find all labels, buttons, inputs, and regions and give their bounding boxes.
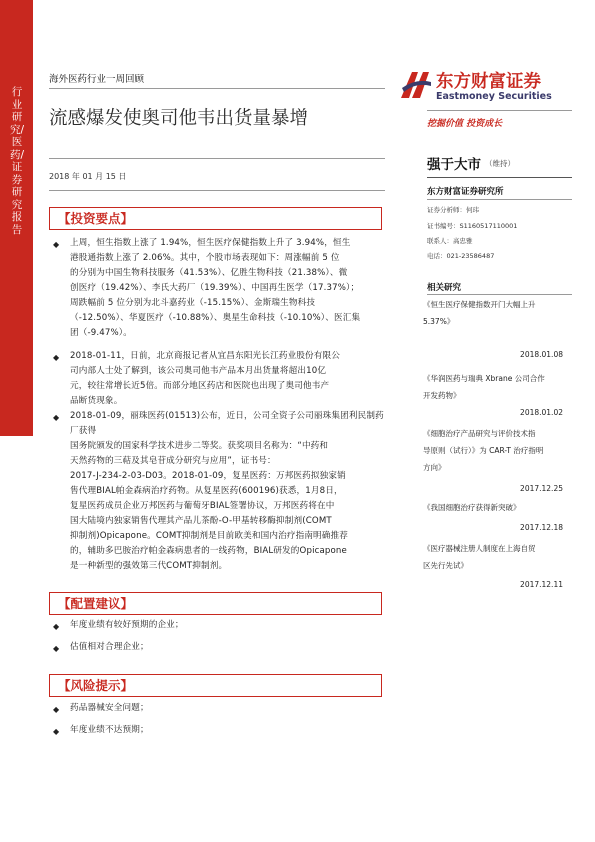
section-invest-title: 【投资要点】 <box>49 207 382 230</box>
analyst-name: 证券分析师：何玮 <box>427 206 479 214</box>
date-rule <box>49 190 385 191</box>
related-research-title: 相关研究 <box>427 283 462 293</box>
brand-name-en: Eastmoney Securities <box>436 91 552 102</box>
rating-label: 强于大市 <box>427 157 481 173</box>
institute-rule <box>427 199 572 200</box>
related-item[interactable]: 《医疗器械注册人制度在上海自贸 区先行先试》 <box>423 544 536 571</box>
section-config-title: 【配置建议】 <box>49 592 382 615</box>
config-item: 估值相对合理企业； <box>70 642 149 652</box>
brand-rule <box>427 110 572 111</box>
contact-phone: 电话：021-23586487 <box>427 252 495 260</box>
related-item[interactable]: 《华润医药与瑞典 Xbrane 公司合作 开发药物》 <box>423 374 545 401</box>
risk-item: 年度业绩不达预期； <box>70 725 149 735</box>
related-item[interactable]: 《恒生医疗保健指数开门大幅上升 5.37%》 <box>423 300 536 327</box>
invest-paragraph: 2018-01-09，丽珠医药(01513)公布，近日，公司全资子公司丽珠集团利民制药厂获得 国务院颁发的国家科学技术进步二等奖。获奖项目名称为：“中药和 天然药物的三萜及其皂苷成分研究与应用”，证书号： 2017-J-234-2-03-D03。2018-01-09，复星医药：万邦医药拟独家销 售代理BIAL帕金森病治疗药物。从复星医药(600196)获悉，1月8日， 复星医药成员企业万邦医药与葡萄牙BIAL签署协议，万邦医药将在中 国大陆境内独家销售代理其产品儿茶酚-O-甲基转移酶抑制剂(COMT 抑制剂)Opicapone。COMT抑制剂是目前欧美和国内治疗指南明确推荐 的，辅助多巴胺治疗帕金森病患者的一线药物，BIAL研发的Opicapone 是一种新型的强效第三代COMT抑制剂。 <box>70 411 384 571</box>
diamond-bullet-icon: ◆ <box>53 705 60 714</box>
related-item-date: 2018.01.08 <box>520 350 563 359</box>
diamond-bullet-icon: ◆ <box>53 353 60 362</box>
page-title: 流感爆发使奥司他韦出货量暴增 <box>49 108 309 129</box>
header-rule <box>49 88 385 89</box>
section-risk-title: 【风险提示】 <box>49 674 382 697</box>
invest-paragraph: 上周，恒生指数上涨了 1.94%，恒生医疗保健指数上升了 3.94%，恒生 港股通指数上涨了 2.06%。其中，个股市场表现如下：周涨幅前 5 位 的分别为中国生物科技服务（41.53%）、亿胜生物科技（21.38%）、微 创医疗（19.42%）、李氏大药厂（19.39%）、中国再生医学（17.37%）； 周跌幅前 5 位分别为北斗嘉药业（-15.15%）、金斯瑞生物科技 （-12.50%）、华夏医疗（-10.88%）、奥星生命科技（-10.10%）、医汇集 团（-9.47%）。 <box>70 238 361 338</box>
contact-name: 联系人：高忠雅 <box>427 237 473 245</box>
config-item: 年度业绩有较好预期的企业； <box>70 620 184 630</box>
rating-sub: （维持） <box>485 159 515 168</box>
diamond-bullet-icon: ◆ <box>53 727 60 736</box>
related-item-date: 2017.12.11 <box>520 580 563 589</box>
risk-item: 药品器械安全问题； <box>70 703 149 713</box>
diamond-bullet-icon: ◆ <box>53 240 60 249</box>
analyst-cert: 证书编号：S1160517110001 <box>427 222 518 230</box>
related-item[interactable]: 《细胞治疗产品研究与评价技术指 导原则（试行）》为 CAR-T 治疗指明 方向》 <box>423 429 544 473</box>
brand-name-cn: 东方财富证券 <box>436 72 541 92</box>
report-date: 2018 年 01 月 15 日 <box>49 172 127 181</box>
related-item-date: 2017.12.25 <box>520 484 563 493</box>
sidebar-category-text: 行业研究/医药/证券研究报告 <box>9 86 25 236</box>
related-item[interactable]: 《我国细胞治疗获得新突破》 <box>423 503 521 512</box>
diamond-bullet-icon: ◆ <box>53 413 60 422</box>
diamond-bullet-icon: ◆ <box>53 622 60 631</box>
title-rule <box>49 158 385 159</box>
invest-paragraph: 2018-01-11，日前，北京商报记者从宜昌东阳光长江药业股份有限公 司内部人士处了解到，该公司奥司他韦产品本月出货量将超出10亿 元，较往常增长近5倍。而部分地区药店和医院也出现了奥司他韦产 品断货现象。 <box>70 351 341 406</box>
report-type: 海外医药行业一周回顾 <box>49 74 145 85</box>
institute-name: 东方财富证券研究所 <box>427 187 504 197</box>
rating-rule <box>427 177 572 178</box>
diamond-bullet-icon: ◆ <box>53 644 60 653</box>
brand-slogan: 挖掘价值 投资成长 <box>427 119 503 129</box>
related-item-date: 2018.01.02 <box>520 408 563 417</box>
related-rule <box>427 294 572 295</box>
brand-logo-icon <box>398 68 434 102</box>
related-item-date: 2017.12.18 <box>520 523 563 532</box>
